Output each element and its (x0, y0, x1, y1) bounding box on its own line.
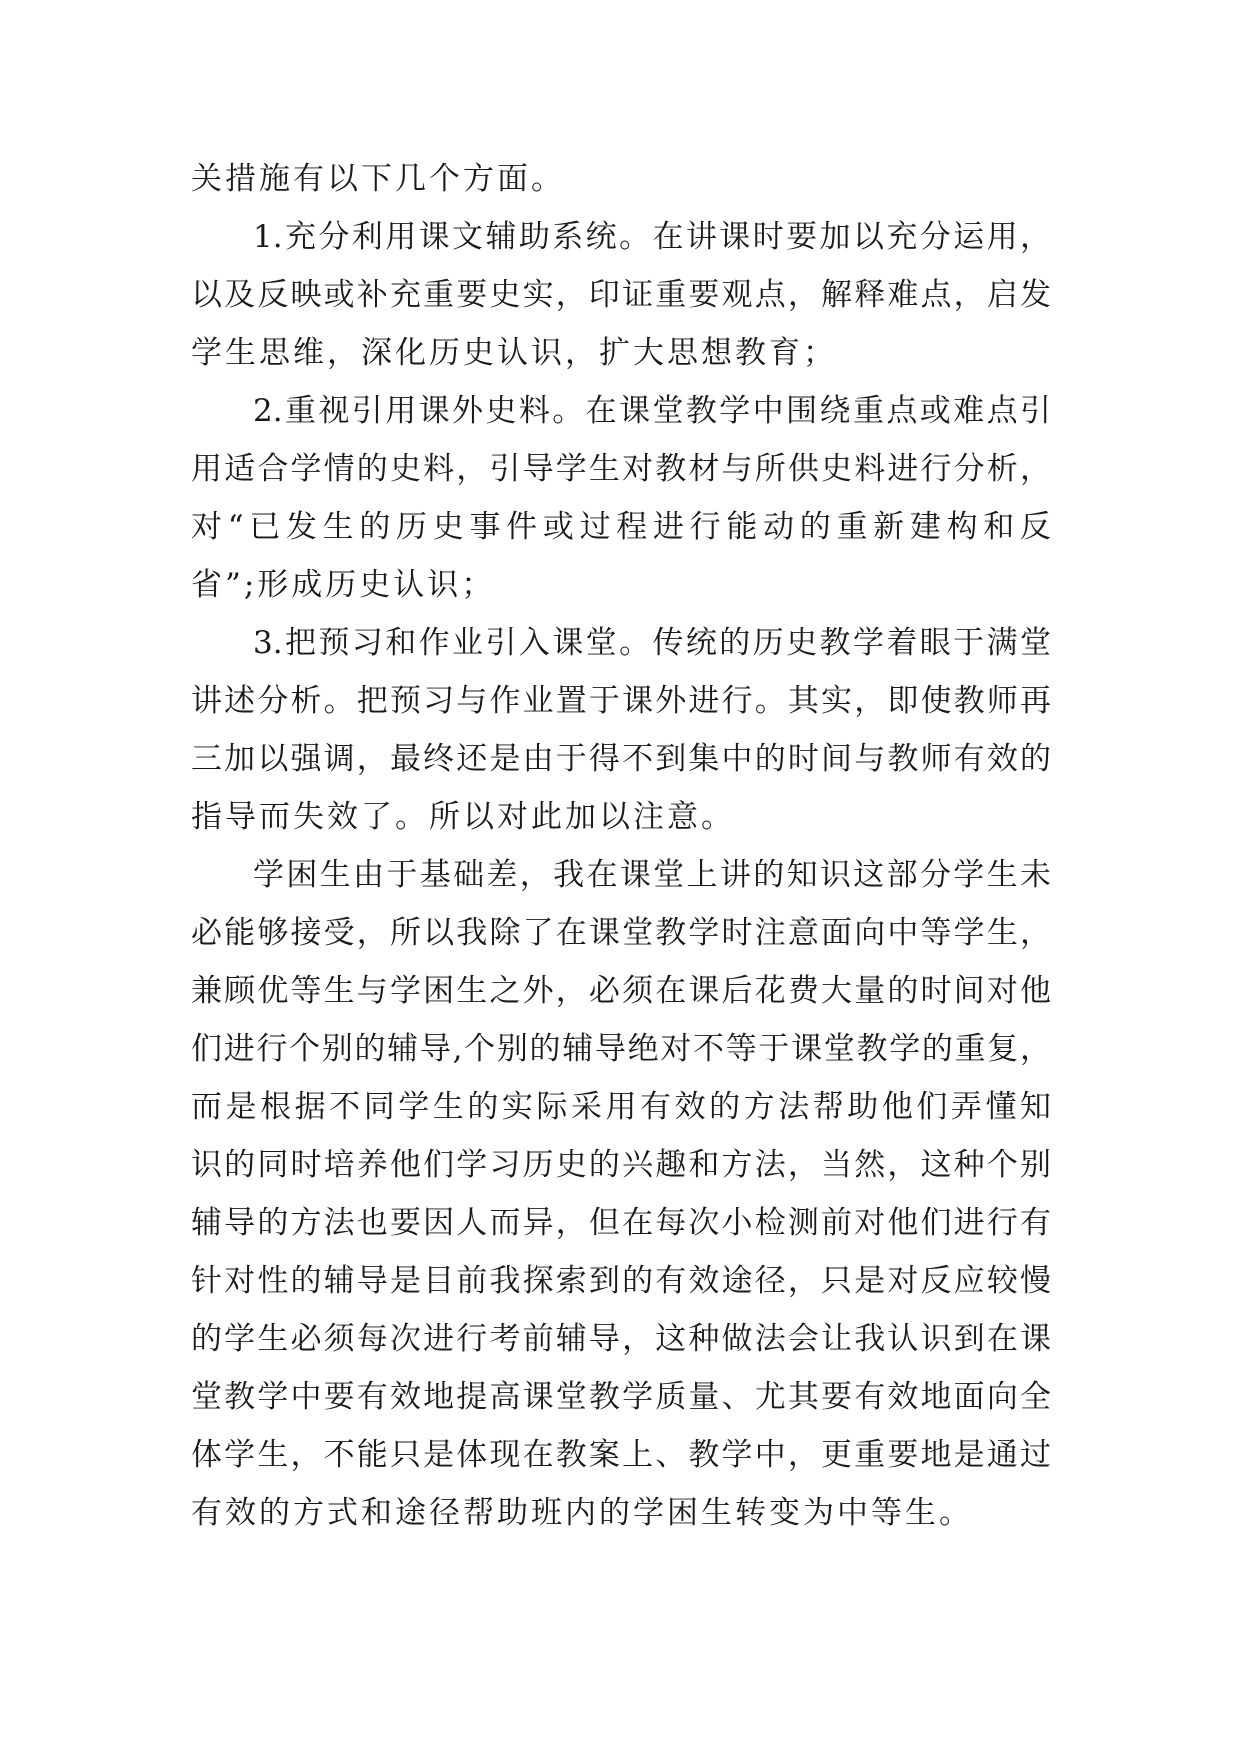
text-line: 关措施有以下几个方面。 (191, 161, 565, 197)
text-line: 以及反映或补充重要史实，印证重要观点，解释难点，启发 (191, 277, 1051, 313)
text-line: 三加以强调，最终还是由于得不到集中的时间与教师有效的 (191, 741, 1051, 777)
text-line: 1.充分利用课文辅助系统。在讲课时要加以充分运用， (253, 219, 1051, 255)
text-line: 兼顾优等生与学困生之外，必须在课后花费大量的时间对他 (191, 973, 1051, 1009)
text-line: 2.重视引用课外史料。在课堂教学中围绕重点或难点引 (253, 393, 1051, 429)
text-line: 辅导的方法也要因人而异，但在每次小检测前对他们进行有 (191, 1205, 1051, 1241)
text-line: 的学生必须每次进行考前辅导，这种做法会让我认识到在课 (191, 1321, 1051, 1357)
text-line: 针对性的辅导是目前我探索到的有效途径，只是对反应较慢 (191, 1263, 1051, 1299)
text-line: 学困生由于基础差，我在课堂上讲的知识这部分学生未 (253, 857, 1051, 893)
text-line: 讲述分析。把预习与作业置于课外进行。其实，即使教师再 (191, 683, 1051, 719)
text-line: 用适合学情的史料，引导学生对教材与所供史料进行分析， (191, 451, 1051, 487)
text-line: 而是根据不同学生的实际采用有效的方法帮助他们弄懂知 (191, 1089, 1051, 1125)
text-line: 必能够接受，所以我除了在课堂教学时注意面向中等学生， (191, 915, 1051, 951)
text-line: 对“已发生的历史事件或过程进行能动的重新建构和反 (191, 509, 1051, 545)
text-line: 有效的方式和途径帮助班内的学困生转变为中等生。 (191, 1495, 973, 1531)
text-line: 学生思维，深化历史认识，扩大思想教育； (191, 335, 837, 371)
text-line: 省”;形成历史认识； (191, 567, 496, 603)
text-line: 体学生，不能只是体现在教案上、教学中，更重要地是通过 (191, 1437, 1051, 1473)
document-body (191, 150, 1051, 1542)
text-line: 们进行个别的辅导,个别的辅导绝对不等于课堂教学的重复， (191, 1031, 1051, 1067)
text-line: 堂教学中要有效地提高课堂教学质量、尤其要有效地面向全 (191, 1379, 1051, 1415)
text-line: 识的同时培养他们学习历史的兴趣和方法，当然，这种个别 (191, 1147, 1051, 1183)
text-line: 3.把预习和作业引入课堂。传统的历史教学着眼于满堂 (253, 625, 1051, 661)
text-line: 指导而失效了。所以对此加以注意。 (191, 799, 735, 835)
